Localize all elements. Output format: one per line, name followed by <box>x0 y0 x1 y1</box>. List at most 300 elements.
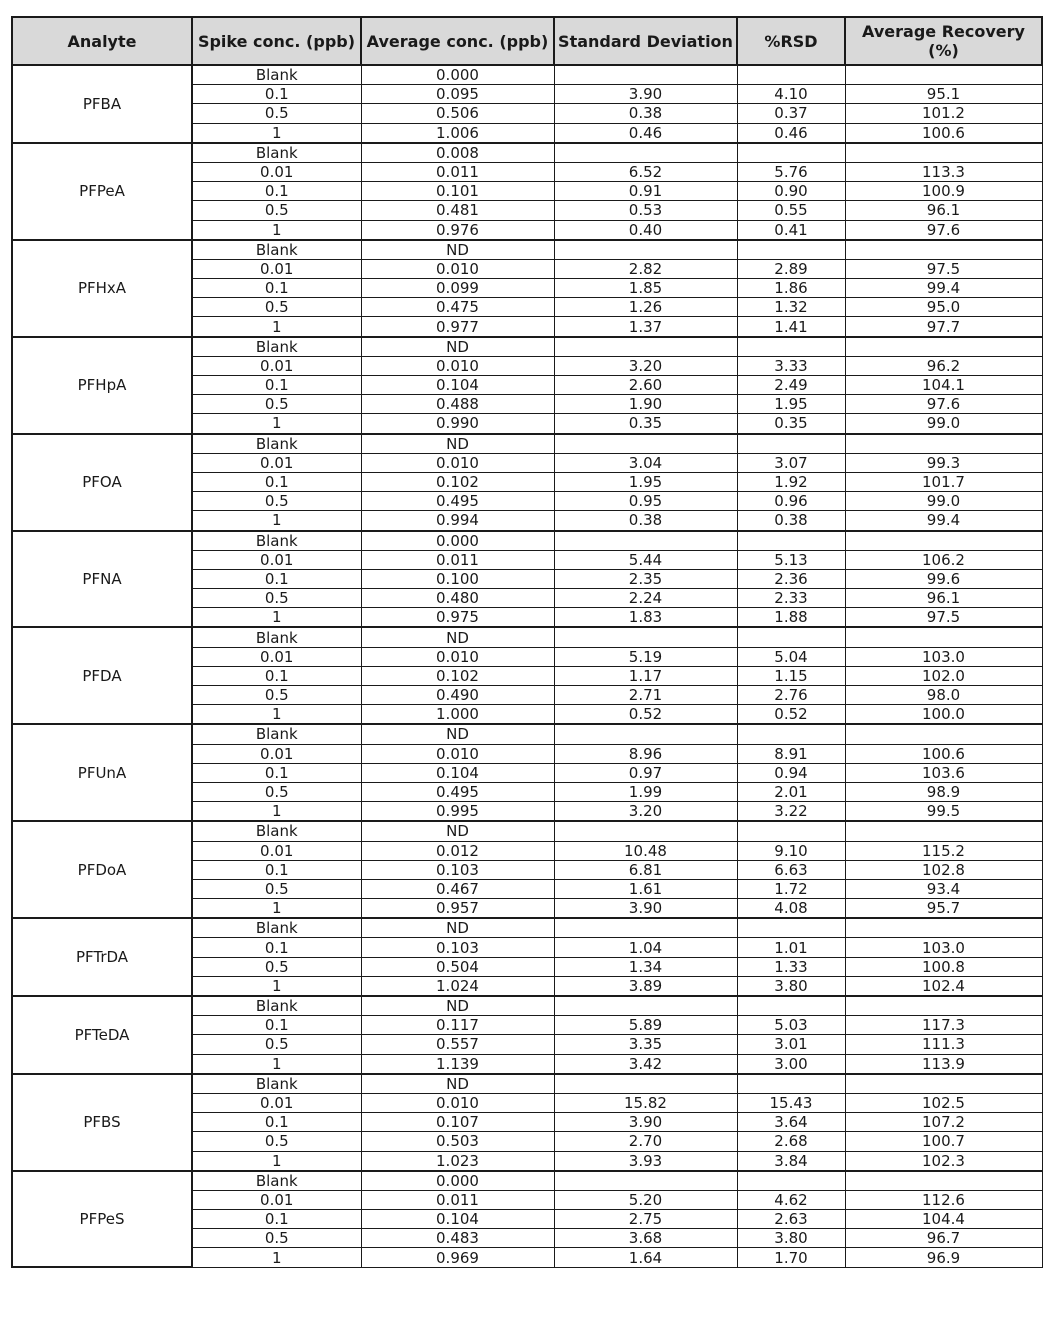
average-conc-cell: 0.011 <box>361 1190 554 1209</box>
average-conc-cell: ND <box>361 724 554 744</box>
standard-deviation-cell: 2.75 <box>554 1210 737 1229</box>
average-recovery-cell <box>845 531 1042 551</box>
table-row <box>12 531 1042 551</box>
spike-conc-cell: Blank <box>192 1074 361 1094</box>
standard-deviation-cell: 3.04 <box>554 453 737 472</box>
average-recovery-cell: 96.1 <box>845 201 1042 220</box>
standard-deviation-cell: 15.82 <box>554 1093 737 1112</box>
spike-conc-cell: 1 <box>192 511 361 531</box>
rsd-cell: 1.32 <box>737 298 845 317</box>
average-recovery-cell: 97.5 <box>845 608 1042 628</box>
table-row <box>12 996 1042 1016</box>
spike-conc-cell: 1 <box>192 1248 361 1267</box>
spike-conc-cell: 0.01 <box>192 1190 361 1209</box>
average-conc-cell: 0.102 <box>361 472 554 491</box>
average-conc-cell: 0.483 <box>361 1229 554 1248</box>
rsd-cell: 3.01 <box>737 1035 845 1054</box>
standard-deviation-cell: 5.44 <box>554 550 737 569</box>
standard-deviation-cell: 1.99 <box>554 782 737 801</box>
rsd-cell: 2.63 <box>737 1210 845 1229</box>
average-conc-cell: 0.000 <box>361 65 554 85</box>
header-average-recovery: Average Recovery (%) <box>845 17 1042 65</box>
average-conc-cell: 0.010 <box>361 647 554 666</box>
average-recovery-cell: 113.9 <box>845 1054 1042 1074</box>
rsd-cell <box>737 143 845 163</box>
spike-conc-cell: 0.1 <box>192 1016 361 1035</box>
analyte-cell: PFUnA <box>12 724 192 821</box>
average-recovery-cell: 95.0 <box>845 298 1042 317</box>
standard-deviation-cell: 2.60 <box>554 376 737 395</box>
table-row <box>12 1074 1042 1094</box>
table-row <box>12 918 1042 938</box>
standard-deviation-cell: 10.48 <box>554 841 737 860</box>
rsd-cell: 2.33 <box>737 589 845 608</box>
average-conc-cell: 1.006 <box>361 123 554 143</box>
rsd-cell <box>737 1171 845 1191</box>
average-recovery-cell: 111.3 <box>845 1035 1042 1054</box>
average-recovery-cell: 102.8 <box>845 860 1042 879</box>
analyte-cell: PFPeS <box>12 1171 192 1267</box>
rsd-cell: 1.33 <box>737 957 845 976</box>
spike-conc-cell: 1 <box>192 899 361 919</box>
standard-deviation-cell: 1.83 <box>554 608 737 628</box>
rsd-cell: 5.13 <box>737 550 845 569</box>
average-recovery-cell: 102.4 <box>845 976 1042 996</box>
spike-conc-cell: Blank <box>192 1171 361 1191</box>
spike-conc-cell: 0.01 <box>192 841 361 860</box>
standard-deviation-cell: 3.42 <box>554 1054 737 1074</box>
rsd-cell: 0.55 <box>737 201 845 220</box>
rsd-cell: 3.64 <box>737 1113 845 1132</box>
table-row <box>12 627 1042 647</box>
table-row <box>12 821 1042 841</box>
average-recovery-cell: 101.2 <box>845 104 1042 123</box>
average-recovery-cell: 97.5 <box>845 259 1042 278</box>
table-row <box>12 65 1042 85</box>
average-conc-cell: 0.475 <box>361 298 554 317</box>
average-recovery-cell: 115.2 <box>845 841 1042 860</box>
average-conc-cell: 0.011 <box>361 162 554 181</box>
average-recovery-cell <box>845 821 1042 841</box>
rsd-cell: 0.37 <box>737 104 845 123</box>
spike-conc-cell: 0.01 <box>192 162 361 181</box>
spike-conc-cell: Blank <box>192 337 361 357</box>
average-recovery-cell: 96.7 <box>845 1229 1042 1248</box>
average-conc-cell: 0.495 <box>361 492 554 511</box>
average-recovery-cell: 113.3 <box>845 162 1042 181</box>
standard-deviation-cell: 2.70 <box>554 1132 737 1151</box>
spike-conc-cell: 1 <box>192 317 361 337</box>
average-recovery-cell: 103.6 <box>845 763 1042 782</box>
spike-conc-cell: 1 <box>192 802 361 822</box>
spike-conc-cell: Blank <box>192 65 361 85</box>
analyte-cell: PFTeDA <box>12 996 192 1074</box>
standard-deviation-cell <box>554 337 737 357</box>
standard-deviation-cell: 1.61 <box>554 879 737 898</box>
rsd-cell: 2.49 <box>737 376 845 395</box>
rsd-cell: 3.80 <box>737 976 845 996</box>
rsd-cell: 4.08 <box>737 899 845 919</box>
spike-conc-cell: 0.1 <box>192 376 361 395</box>
average-conc-cell: ND <box>361 627 554 647</box>
spike-conc-cell: 0.5 <box>192 879 361 898</box>
standard-deviation-cell <box>554 724 737 744</box>
spike-conc-cell: 0.1 <box>192 666 361 685</box>
average-recovery-cell: 99.0 <box>845 414 1042 434</box>
rsd-cell: 0.52 <box>737 705 845 725</box>
standard-deviation-cell: 0.52 <box>554 705 737 725</box>
standard-deviation-cell: 0.97 <box>554 763 737 782</box>
spike-conc-cell: 1 <box>192 220 361 240</box>
average-recovery-cell: 99.4 <box>845 511 1042 531</box>
average-recovery-cell: 99.0 <box>845 492 1042 511</box>
average-conc-cell: 0.095 <box>361 85 554 104</box>
average-recovery-cell: 97.6 <box>845 395 1042 414</box>
spike-conc-cell: 0.1 <box>192 569 361 588</box>
rsd-cell: 3.84 <box>737 1151 845 1171</box>
spike-conc-cell: 0.01 <box>192 1093 361 1112</box>
standard-deviation-cell <box>554 1074 737 1094</box>
average-conc-cell: 0.011 <box>361 550 554 569</box>
header-standard-deviation: Standard Deviation <box>554 17 737 65</box>
average-conc-cell: ND <box>361 337 554 357</box>
average-recovery-cell: 96.9 <box>845 1248 1042 1267</box>
average-conc-cell: 0.957 <box>361 899 554 919</box>
spike-conc-cell: 0.5 <box>192 201 361 220</box>
rsd-cell: 5.04 <box>737 647 845 666</box>
average-recovery-cell: 99.5 <box>845 802 1042 822</box>
rsd-cell: 4.62 <box>737 1190 845 1209</box>
spike-conc-cell: 0.1 <box>192 1113 361 1132</box>
spike-conc-cell: 0.1 <box>192 182 361 201</box>
standard-deviation-cell: 0.38 <box>554 104 737 123</box>
standard-deviation-cell: 0.53 <box>554 201 737 220</box>
table-row <box>12 240 1042 260</box>
table-row <box>12 337 1042 357</box>
standard-deviation-cell: 1.37 <box>554 317 737 337</box>
average-recovery-cell: 102.5 <box>845 1093 1042 1112</box>
standard-deviation-cell <box>554 531 737 551</box>
spike-conc-cell: 0.1 <box>192 85 361 104</box>
average-conc-cell: ND <box>361 1074 554 1094</box>
analyte-cell: PFHpA <box>12 337 192 434</box>
standard-deviation-cell: 8.96 <box>554 744 737 763</box>
average-conc-cell: 0.977 <box>361 317 554 337</box>
average-recovery-cell: 100.8 <box>845 957 1042 976</box>
standard-deviation-cell: 1.95 <box>554 472 737 491</box>
spike-conc-cell: 0.01 <box>192 453 361 472</box>
spike-conc-cell: Blank <box>192 918 361 938</box>
average-conc-cell: 0.503 <box>361 1132 554 1151</box>
average-conc-cell: ND <box>361 821 554 841</box>
average-conc-cell: 1.024 <box>361 976 554 996</box>
spike-conc-cell: 0.01 <box>192 259 361 278</box>
standard-deviation-cell: 3.90 <box>554 85 737 104</box>
spike-conc-cell: 0.5 <box>192 957 361 976</box>
rsd-cell: 0.94 <box>737 763 845 782</box>
rsd-cell: 1.95 <box>737 395 845 414</box>
average-conc-cell: 0.504 <box>361 957 554 976</box>
average-recovery-cell: 102.0 <box>845 666 1042 685</box>
header-analyte: Analyte <box>12 17 192 65</box>
rsd-cell: 1.72 <box>737 879 845 898</box>
spike-conc-cell: 0.5 <box>192 395 361 414</box>
average-conc-cell: 0.010 <box>361 259 554 278</box>
rsd-cell: 15.43 <box>737 1093 845 1112</box>
average-conc-cell: 0.467 <box>361 879 554 898</box>
rsd-cell: 8.91 <box>737 744 845 763</box>
average-conc-cell: 0.976 <box>361 220 554 240</box>
spike-conc-cell: Blank <box>192 143 361 163</box>
average-recovery-cell: 99.6 <box>845 569 1042 588</box>
standard-deviation-cell: 1.85 <box>554 279 737 298</box>
average-recovery-cell <box>845 918 1042 938</box>
spike-conc-cell: 0.5 <box>192 1229 361 1248</box>
spike-conc-cell: 0.5 <box>192 104 361 123</box>
spike-conc-cell: Blank <box>192 724 361 744</box>
standard-deviation-cell: 3.35 <box>554 1035 737 1054</box>
rsd-cell <box>737 531 845 551</box>
table-row <box>12 724 1042 744</box>
rsd-cell: 5.76 <box>737 162 845 181</box>
average-conc-cell: 0.481 <box>361 201 554 220</box>
spike-conc-cell: 1 <box>192 1054 361 1074</box>
average-conc-cell: 1.000 <box>361 705 554 725</box>
spike-conc-cell: Blank <box>192 434 361 454</box>
rsd-cell: 5.03 <box>737 1016 845 1035</box>
average-recovery-cell <box>845 143 1042 163</box>
standard-deviation-cell: 1.90 <box>554 395 737 414</box>
table-row <box>12 434 1042 454</box>
spike-conc-cell: 0.1 <box>192 1210 361 1229</box>
rsd-cell: 2.36 <box>737 569 845 588</box>
rsd-cell <box>737 996 845 1016</box>
spike-conc-cell: 0.5 <box>192 298 361 317</box>
average-recovery-cell: 103.0 <box>845 938 1042 957</box>
average-recovery-cell <box>845 337 1042 357</box>
rsd-cell: 6.63 <box>737 860 845 879</box>
rsd-cell: 1.41 <box>737 317 845 337</box>
analyte-cell: PFBA <box>12 65 192 143</box>
average-recovery-cell: 93.4 <box>845 879 1042 898</box>
standard-deviation-cell: 3.20 <box>554 802 737 822</box>
spike-conc-cell: 0.01 <box>192 356 361 375</box>
spike-conc-cell: 0.1 <box>192 472 361 491</box>
average-recovery-cell <box>845 1171 1042 1191</box>
spike-conc-cell: 0.1 <box>192 279 361 298</box>
average-recovery-cell: 100.0 <box>845 705 1042 725</box>
average-conc-cell: 0.099 <box>361 279 554 298</box>
standard-deviation-cell: 0.38 <box>554 511 737 531</box>
average-conc-cell: 0.104 <box>361 763 554 782</box>
rsd-cell: 0.35 <box>737 414 845 434</box>
rsd-cell <box>737 627 845 647</box>
average-recovery-cell: 100.7 <box>845 1132 1042 1151</box>
average-recovery-cell: 103.0 <box>845 647 1042 666</box>
spike-conc-cell: 1 <box>192 976 361 996</box>
rsd-cell: 0.38 <box>737 511 845 531</box>
average-recovery-cell: 95.7 <box>845 899 1042 919</box>
rsd-cell: 1.88 <box>737 608 845 628</box>
standard-deviation-cell: 3.90 <box>554 1113 737 1132</box>
rsd-cell: 1.92 <box>737 472 845 491</box>
average-conc-cell: 0.104 <box>361 376 554 395</box>
spike-conc-cell: Blank <box>192 996 361 1016</box>
rsd-cell: 1.01 <box>737 938 845 957</box>
rsd-cell: 0.46 <box>737 123 845 143</box>
header-average-conc: Average conc. (ppb) <box>361 17 554 65</box>
rsd-cell: 1.70 <box>737 1248 845 1267</box>
average-conc-cell: ND <box>361 434 554 454</box>
standard-deviation-cell <box>554 240 737 260</box>
spike-conc-cell: 1 <box>192 608 361 628</box>
spike-conc-cell: 1 <box>192 123 361 143</box>
standard-deviation-cell: 1.26 <box>554 298 737 317</box>
rsd-cell: 3.80 <box>737 1229 845 1248</box>
standard-deviation-cell: 6.81 <box>554 860 737 879</box>
average-conc-cell: 0.100 <box>361 569 554 588</box>
average-recovery-cell: 104.4 <box>845 1210 1042 1229</box>
average-conc-cell: 1.139 <box>361 1054 554 1074</box>
average-conc-cell: 0.107 <box>361 1113 554 1132</box>
rsd-cell <box>737 918 845 938</box>
spike-conc-cell: 0.01 <box>192 744 361 763</box>
spike-conc-cell: 1 <box>192 705 361 725</box>
rsd-cell: 3.07 <box>737 453 845 472</box>
average-recovery-cell: 100.6 <box>845 123 1042 143</box>
average-conc-cell: 0.994 <box>361 511 554 531</box>
standard-deviation-cell: 0.40 <box>554 220 737 240</box>
table-header <box>12 17 1042 65</box>
rsd-cell: 4.10 <box>737 85 845 104</box>
analyte-cell: PFOA <box>12 434 192 531</box>
rsd-cell: 2.68 <box>737 1132 845 1151</box>
average-conc-cell: 0.000 <box>361 531 554 551</box>
standard-deviation-cell: 5.19 <box>554 647 737 666</box>
standard-deviation-cell: 3.90 <box>554 899 737 919</box>
standard-deviation-cell <box>554 821 737 841</box>
header-row <box>12 17 1042 65</box>
average-recovery-cell: 102.3 <box>845 1151 1042 1171</box>
rsd-cell: 3.33 <box>737 356 845 375</box>
standard-deviation-cell: 1.04 <box>554 938 737 957</box>
average-conc-cell: ND <box>361 996 554 1016</box>
spike-conc-cell: 0.5 <box>192 492 361 511</box>
standard-deviation-cell: 0.35 <box>554 414 737 434</box>
spike-conc-cell: Blank <box>192 821 361 841</box>
standard-deviation-cell: 1.34 <box>554 957 737 976</box>
rsd-cell: 1.15 <box>737 666 845 685</box>
average-conc-cell: 0.490 <box>361 686 554 705</box>
spike-conc-cell: 0.01 <box>192 647 361 666</box>
average-conc-cell: 0.103 <box>361 938 554 957</box>
average-conc-cell: 0.990 <box>361 414 554 434</box>
rsd-cell <box>737 724 845 744</box>
average-recovery-cell: 97.6 <box>845 220 1042 240</box>
rsd-cell <box>737 240 845 260</box>
rsd-cell <box>737 1074 845 1094</box>
average-conc-cell: 0.000 <box>361 1171 554 1191</box>
average-recovery-cell <box>845 65 1042 85</box>
rsd-cell <box>737 821 845 841</box>
average-conc-cell: 0.103 <box>361 860 554 879</box>
average-recovery-cell: 117.3 <box>845 1016 1042 1035</box>
standard-deviation-cell <box>554 996 737 1016</box>
average-recovery-cell <box>845 627 1042 647</box>
average-conc-cell: 0.008 <box>361 143 554 163</box>
spike-conc-cell: Blank <box>192 240 361 260</box>
average-conc-cell: ND <box>361 918 554 938</box>
rsd-cell: 0.41 <box>737 220 845 240</box>
average-recovery-cell: 95.1 <box>845 85 1042 104</box>
standard-deviation-cell: 3.89 <box>554 976 737 996</box>
standard-deviation-cell <box>554 434 737 454</box>
standard-deviation-cell: 1.17 <box>554 666 737 685</box>
table-row <box>12 143 1042 163</box>
average-conc-cell: 0.012 <box>361 841 554 860</box>
spike-conc-cell: 1 <box>192 1151 361 1171</box>
analyte-cell: PFBS <box>12 1074 192 1171</box>
spike-conc-cell: 0.01 <box>192 550 361 569</box>
analyte-cell: PFTrDA <box>12 918 192 996</box>
average-recovery-cell: 101.7 <box>845 472 1042 491</box>
average-recovery-cell: 100.9 <box>845 182 1042 201</box>
table-row <box>12 1171 1042 1191</box>
average-conc-cell: 0.010 <box>361 356 554 375</box>
average-recovery-cell <box>845 1074 1042 1094</box>
standard-deviation-cell: 6.52 <box>554 162 737 181</box>
spike-conc-cell: Blank <box>192 531 361 551</box>
spike-conc-cell: 0.1 <box>192 860 361 879</box>
spike-conc-cell: 0.5 <box>192 1035 361 1054</box>
rsd-cell: 2.01 <box>737 782 845 801</box>
average-conc-cell: 0.488 <box>361 395 554 414</box>
rsd-cell: 9.10 <box>737 841 845 860</box>
average-conc-cell: 0.969 <box>361 1248 554 1267</box>
average-recovery-cell <box>845 240 1042 260</box>
average-conc-cell: 0.506 <box>361 104 554 123</box>
average-recovery-cell: 107.2 <box>845 1113 1042 1132</box>
standard-deviation-cell: 3.93 <box>554 1151 737 1171</box>
average-conc-cell: 0.010 <box>361 744 554 763</box>
average-recovery-cell: 100.6 <box>845 744 1042 763</box>
average-recovery-cell: 96.2 <box>845 356 1042 375</box>
standard-deviation-cell: 0.46 <box>554 123 737 143</box>
recovery-table <box>11 16 1043 1268</box>
header-rsd: %RSD <box>737 17 845 65</box>
spike-conc-cell: 0.5 <box>192 589 361 608</box>
rsd-cell: 2.76 <box>737 686 845 705</box>
average-conc-cell: ND <box>361 240 554 260</box>
standard-deviation-cell <box>554 65 737 85</box>
average-conc-cell: 1.023 <box>361 1151 554 1171</box>
standard-deviation-cell <box>554 627 737 647</box>
standard-deviation-cell <box>554 918 737 938</box>
analyte-cell: PFDA <box>12 627 192 724</box>
standard-deviation-cell: 2.71 <box>554 686 737 705</box>
average-recovery-cell <box>845 434 1042 454</box>
standard-deviation-cell: 2.82 <box>554 259 737 278</box>
average-conc-cell: 0.101 <box>361 182 554 201</box>
rsd-cell <box>737 434 845 454</box>
average-conc-cell: 0.480 <box>361 589 554 608</box>
rsd-cell: 3.22 <box>737 802 845 822</box>
spike-conc-cell: Blank <box>192 627 361 647</box>
spike-conc-cell: 0.5 <box>192 686 361 705</box>
average-recovery-cell: 106.2 <box>845 550 1042 569</box>
average-conc-cell: 0.102 <box>361 666 554 685</box>
standard-deviation-cell: 0.91 <box>554 182 737 201</box>
